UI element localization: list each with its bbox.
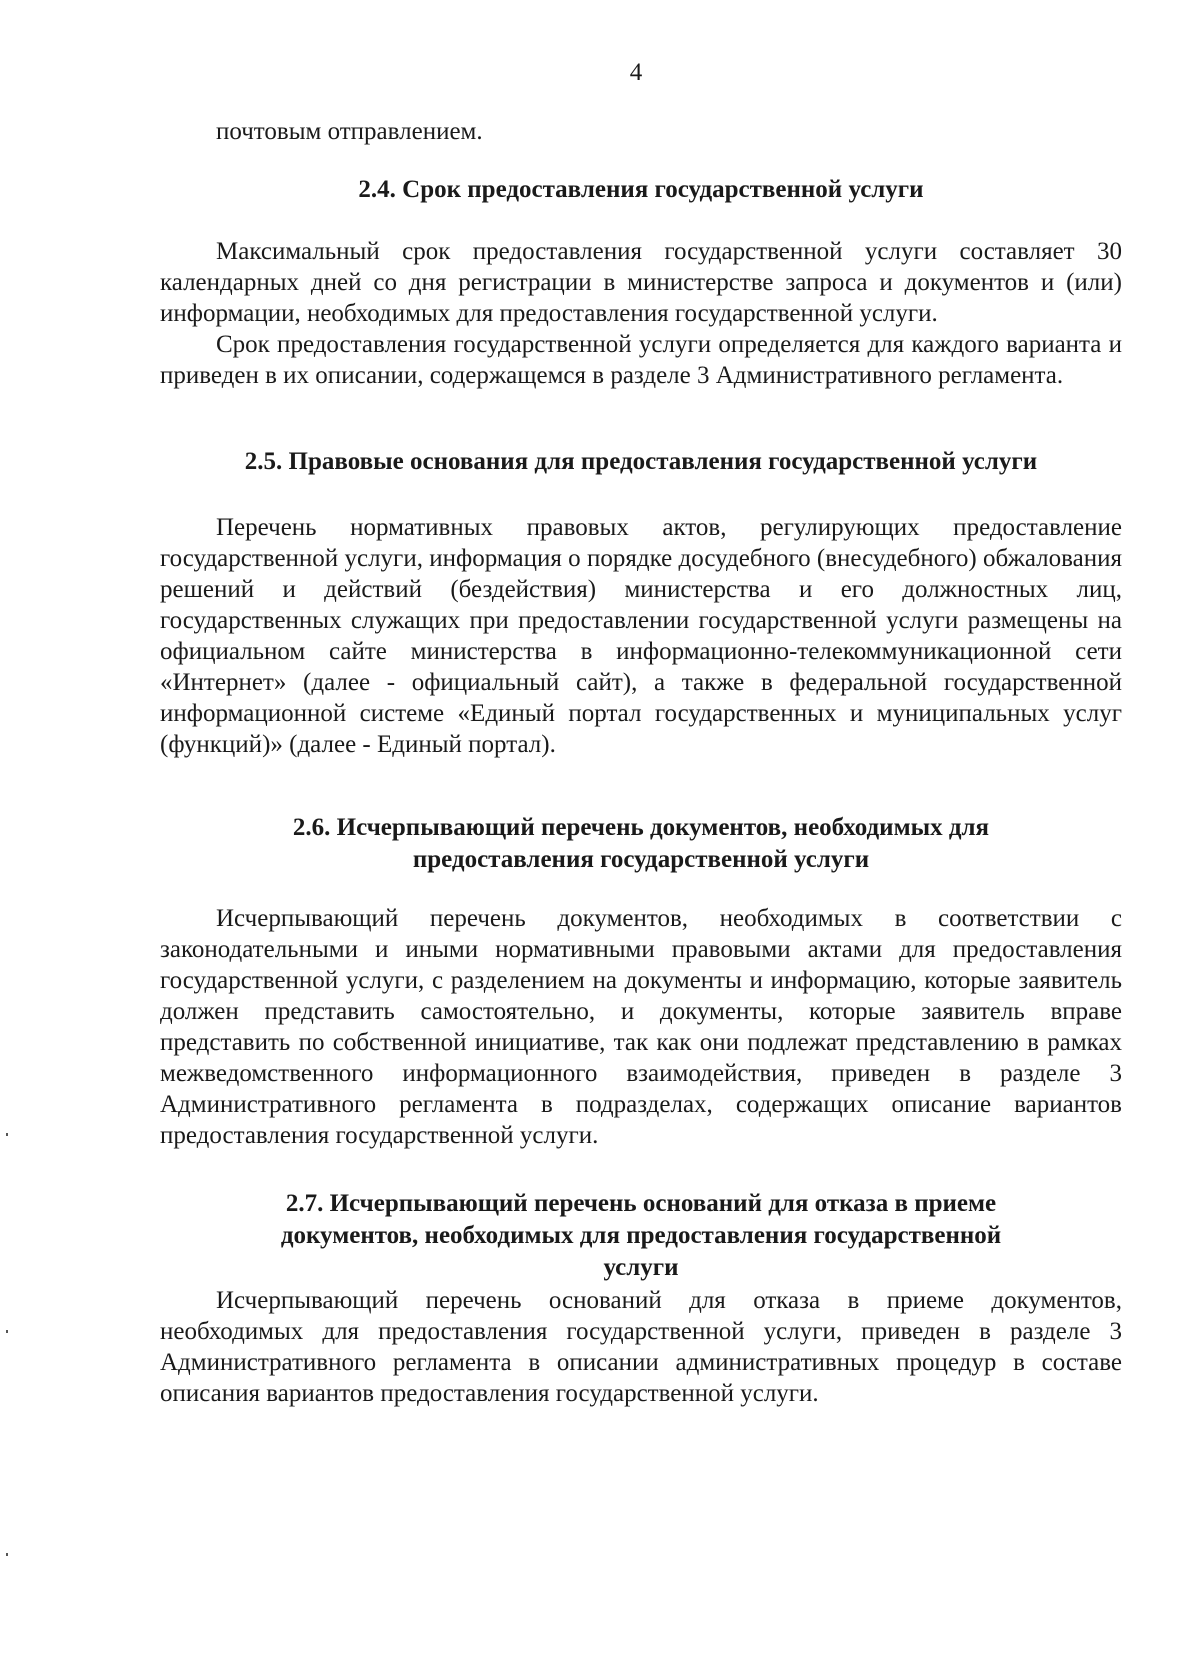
section-2-4-paragraph-1: Максимальный срок предоставления государственной услуги составляет 30 календарных дней со дня регистрации в министерстве запроса и документов и (или) информации, необходимых для предоставления государственной услуги. <box>160 238 1122 327</box>
lead-line: почтовым отправлением. <box>216 118 483 145</box>
section-2-5-paragraph-1: Перечень нормативных правовых актов, регулирующих предоставление государственной услуги, информация о порядке досудебного (внесудебного) обжалования решений и действий (бездействия) министерства и его должностных лиц, государственных служащих при предоставлении государственной услуги размещены на официальном сайте министерства в информационно-телекоммуникационной сети «Интернет» (далее - официальный сайт), а также в федеральной государственной информационной системе «Единый портал государственных и муниципальных услуг (функций)» (далее - Единый портал). <box>160 514 1122 758</box>
section-2-6-title-line-1: 2.6. Исчерпывающий перечень документов, необходимых для <box>292 814 990 841</box>
scan-speck <box>6 1133 8 1136</box>
section-2-6-heading <box>160 812 1122 876</box>
section-2-5-body <box>160 512 1122 760</box>
section-2-7-title-line-3: услуги <box>603 1254 679 1281</box>
section-2-7-heading <box>160 1188 1122 1284</box>
section-2-6-title-line-2: предоставления государственной услуги <box>412 846 870 873</box>
section-2-7-body <box>160 1285 1122 1409</box>
section-2-5-heading <box>160 446 1122 478</box>
page-number: 4 <box>629 59 643 86</box>
lead-line-block <box>160 116 1122 147</box>
section-2-7-paragraph-1: Исчерпывающий перечень оснований для отказа в приеме документов, необходимых для предоставления государственной услуги, приведен в разделе 3 Административного регламента в описании административных процедур в составе описания вариантов предоставления государственной услуги. <box>160 1287 1122 1407</box>
section-2-5-title: 2.5. Правовые основания для предоставления государственной услуги <box>244 448 1038 475</box>
section-2-4-heading <box>160 174 1122 206</box>
section-2-4-title: 2.4. Срок предоставления государственной услуги <box>358 176 924 203</box>
section-2-7-title-line-1: 2.7. Исчерпывающий перечень оснований для отказа в приеме <box>285 1190 997 1217</box>
scan-speck <box>6 1553 8 1556</box>
section-2-6-paragraph-1: Исчерпывающий перечень документов, необходимых в соответствии с законодательными и иными нормативными правовыми актами для предоставления государственной услуги, с разделением на документы и информацию, которые заявитель должен представить самостоятельно, и документы, которые заявитель вправе представить по собственной инициативе, так как они подлежат представлению в рамках межведомственного информационного взаимодействия, приведен в разделе 3 Административного регламента в подразделах, содержащих описание вариантов предоставления государственной услуги. <box>160 905 1122 1149</box>
section-2-4-body <box>160 236 1122 391</box>
section-2-7-title-line-2: документов, необходимых для предоставления государственной <box>280 1222 1002 1249</box>
scan-speck <box>6 1330 8 1333</box>
section-2-6-body <box>160 903 1122 1151</box>
section-2-4-paragraph-2: Срок предоставления государственной услуги определяется для каждого варианта и приведен в их описании, содержащемся в разделе 3 Административного регламента. <box>160 331 1122 389</box>
